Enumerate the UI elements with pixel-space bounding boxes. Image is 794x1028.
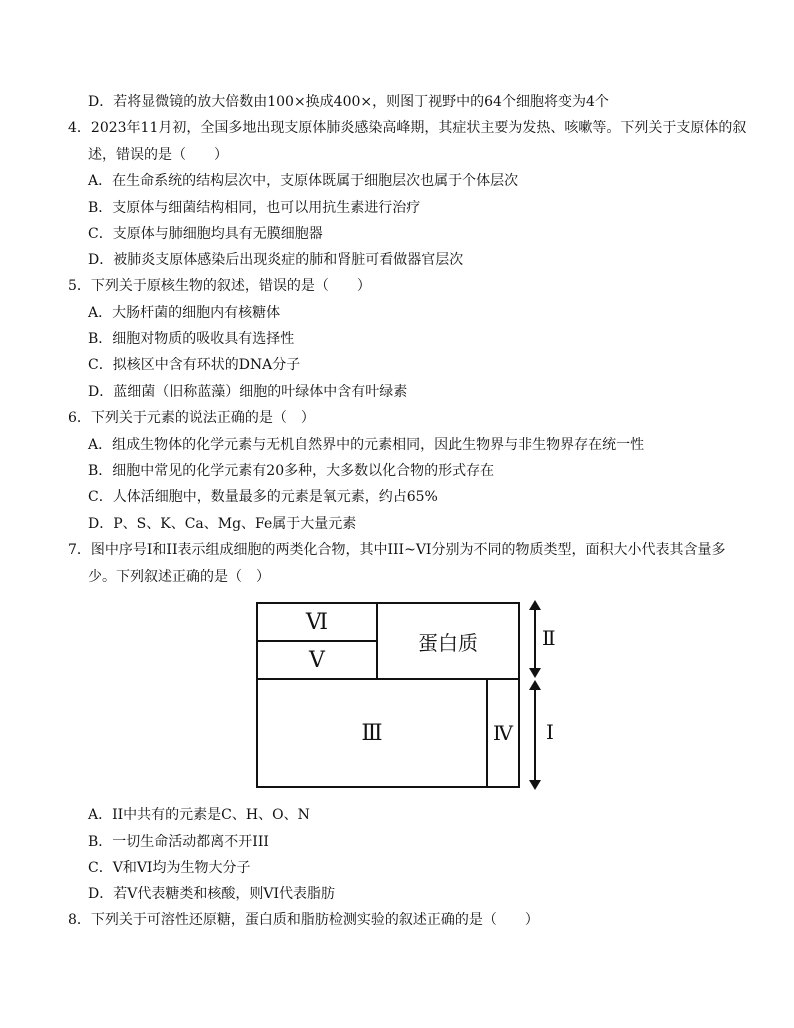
region-v-label: Ⅴ <box>309 647 325 673</box>
q4-stem-line2: 述，错误的是（ ） <box>88 147 228 163</box>
q3-option-d: D．若将显微镜的放大倍数由100×换成400×，则图丁视野中的64个细胞将变为4个 <box>88 94 609 110</box>
q6-stem: 6．下列关于元素的说法正确的是（ ） <box>68 410 315 426</box>
q5-stem: 5．下列关于原核生物的叙述，错误的是（ ） <box>68 278 371 294</box>
q8-stem: 8．下列关于可溶性还原糖，蛋白质和脂肪检测实验的叙述正确的是（ ） <box>68 912 539 928</box>
q4-option-c: C．支原体与肺细胞均具有无膜细胞器 <box>88 226 323 242</box>
q4-option-d: D．被肺炎支原体感染后出现炎症的肺和肾脏可看做器官层次 <box>88 252 464 268</box>
region-protein <box>376 602 520 680</box>
q5-option-b: B．细胞对物质的吸收具有选择性 <box>88 331 295 347</box>
q5-option-d: D．蓝细菌（旧称蓝藻）细胞的叶绿体中含有叶绿素 <box>88 384 408 400</box>
region-vi-label: Ⅵ <box>305 609 329 635</box>
q6-option-b: B．细胞中常见的化学元素有20多种，大多数以化合物的形式存在 <box>88 463 495 479</box>
q7-stem-line2: 少。下列叙述正确的是（ ） <box>88 569 270 585</box>
q5-option-c: C．拟核区中含有环状的DNA分子 <box>88 357 301 373</box>
q7-option-c: C．V和VI均为生物大分子 <box>88 860 251 876</box>
double-arrow-i-icon <box>534 682 536 788</box>
region-iii <box>256 678 488 788</box>
q6-option-d: D．P、S、K、Ca、Mg、Fe属于大量元素 <box>88 516 357 532</box>
label-ii: Ⅱ <box>542 626 556 650</box>
q4-option-a: A．在生命系统的结构层次中，支原体既属于细胞层次也属于个体层次 <box>88 173 519 189</box>
q4-stem-line1: 4．2023年11月初，全国多地出现支原体肺炎感染高峰期，其症状主要为发热、咳嗽等。下列关于支原体的叙 <box>68 120 747 136</box>
region-vi <box>256 602 378 642</box>
q5-option-a: A．大肠杆菌的细胞内有核糖体 <box>88 305 281 321</box>
label-i: Ⅰ <box>546 720 554 744</box>
region-iv-label: Ⅳ <box>493 721 513 745</box>
q7-stem-line1: 7．图中序号I和II表示组成细胞的两类化合物，其中III~VI分别为不同的物质类型，面积大小代表其含量多 <box>68 542 726 558</box>
q6-option-a: A．组成生物体的化学元素与无机自然界中的元素相同，因此生物界与非生物界存在统一性 <box>88 437 645 453</box>
region-iii-label: Ⅲ <box>361 720 383 746</box>
q7-option-a: A．II中共有的元素是C、H、O、N <box>88 807 310 823</box>
q4-option-b: B．支原体与细菌结构相同，也可以用抗生素进行治疗 <box>88 200 421 216</box>
region-protein-label: 蛋白质 <box>418 630 478 655</box>
q7-option-d: D．若V代表糖类和核酸，则VI代表脂肪 <box>88 886 335 902</box>
region-v <box>256 640 378 680</box>
region-iv <box>486 678 520 788</box>
double-arrow-ii-icon <box>534 602 536 676</box>
q7-option-b: B．一切生命活动都离不开III <box>88 834 269 850</box>
compound-diagram <box>256 602 556 792</box>
q6-option-c: C．人体活细胞中，数量最多的元素是氧元素，约占65% <box>88 489 438 505</box>
